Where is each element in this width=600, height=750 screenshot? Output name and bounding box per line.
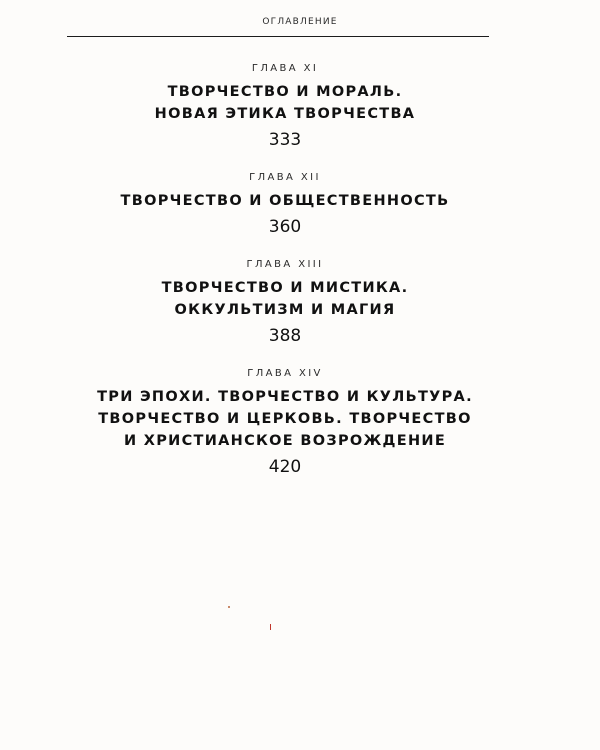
chapter-title: ТРИ ЭПОХИ. ТВОРЧЕСТВО И КУЛЬТУРА. ТВОРЧЕСТВО И ЦЕРКОВЬ. ТВОРЧЕСТВО И ХРИСТИАНСКОЕ ВОЗРОЖДЕНИЕ	[97, 389, 473, 449]
chapter-label: ГЛАВА XIV	[247, 368, 323, 379]
page-number: 420	[268, 457, 302, 477]
page-number: 360	[268, 217, 302, 237]
chapter-label: ГЛАВА XI	[251, 63, 319, 74]
page-number: 333	[268, 130, 302, 150]
chapter-label: ГЛАВА XIII	[246, 259, 324, 270]
chapter-label: ГЛАВА XII	[249, 172, 321, 183]
ink-speck	[228, 606, 230, 608]
chapter-title: ТВОРЧЕСТВО И МИСТИКА. ОККУЛЬТИЗМ И МАГИЯ	[161, 280, 409, 318]
toc-entry-chapter-13[interactable]	[80, 258, 490, 347]
page-number: 388	[268, 326, 302, 346]
chapter-title: ТВОРЧЕСТВО И МОРАЛЬ. НОВАЯ ЭТИКА ТВОРЧЕСТВА	[154, 84, 416, 122]
ink-mark	[270, 624, 271, 630]
toc-entry-chapter-12[interactable]	[80, 171, 490, 238]
chapter-title: ТВОРЧЕСТВО И ОБЩЕСТВЕННОСТЬ	[120, 193, 450, 209]
toc-entry-chapter-14[interactable]	[80, 367, 490, 478]
running-head: ОГЛАВЛЕНИЕ	[262, 17, 338, 27]
header-rule	[67, 36, 489, 37]
toc-entry-chapter-11[interactable]	[80, 62, 490, 151]
table-of-contents	[80, 62, 490, 498]
